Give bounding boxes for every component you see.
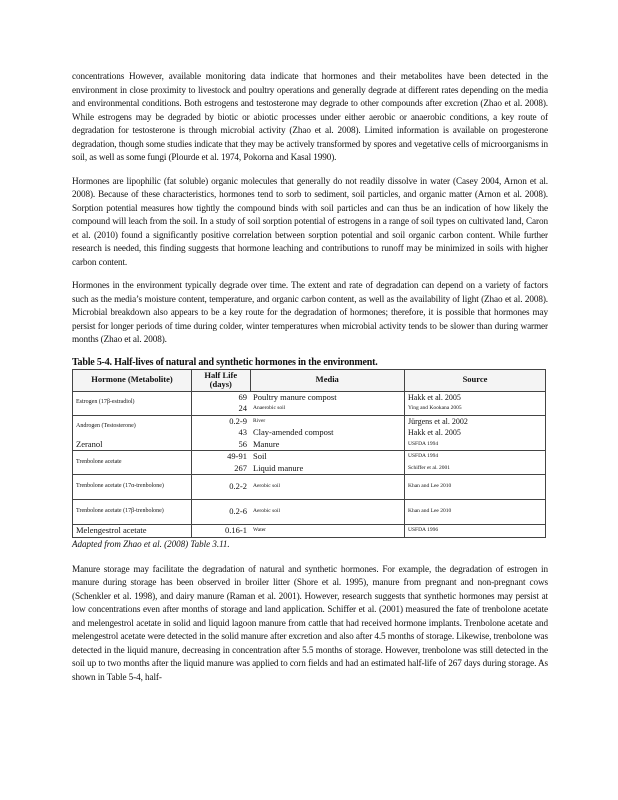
source-cell: Khan and Lee 2010 [405, 500, 546, 525]
media-cell: Clay-amended compost [253, 427, 334, 437]
hormone-cell: Zeranol [76, 438, 103, 449]
media-cell: Aerobic soil [250, 500, 405, 525]
halflife-cell: 0.2-9 [192, 415, 251, 427]
halflife-cell: 43 [192, 427, 251, 439]
media-cell: Aerobic soil [250, 475, 405, 500]
paragraph-manure-storage: Manure storage may facilitate the degradation of natural and synthetic hormones. For example, the degradation of estrogen in manure during storage has been observed in broiler litter (Shore et al. 1995), manure from pregnant and non-pregnant cows (Schenkler et al. 1998), and dairy manure (Raman et al. 2001). However, research suggests that synthetic hormones may persist at low concentrations even after months of storage and land application. Schiffer et al. (2001) measured the fate of trenbolone acetate and melengestrol acetate in solid and liquid lagoon manure from cattle that had received hormone implants. Trenbolone acetate and melengestrol acetate were detected in the solid manure after excretion and also after 4.5 months of storage. Likewise, trenbolone was detected in the liquid manure, decreasing in concentration after 5.5 months of storage. However, trenbolone was still detected in the soil up to two months after the liquid manure was applied to corn fields and had an estimated half-life of 267 days during storage. As shown in Table 5-4, half- [72, 563, 549, 682]
half-lives-table [72, 369, 546, 538]
table-row [73, 451, 546, 463]
header-source: Source [405, 369, 546, 391]
hormone-cell: Melengestrol acetate [73, 525, 192, 538]
source-cell: Khan and Lee 2010 [405, 475, 546, 500]
halflife-cell: 56 [192, 439, 251, 451]
media-cell: River [250, 415, 405, 427]
table-row [73, 415, 546, 427]
source-cell: USFDA 1994 [405, 451, 546, 463]
source-cell: USFDA 1996 [405, 525, 546, 538]
halflife-cell: 49-91 [192, 451, 251, 463]
source-cell: Hakk et al. 2005 [405, 427, 546, 439]
table-row [73, 475, 546, 500]
source-cell: Jürgens et al. 2002 [405, 415, 546, 427]
media-cell: Liquid manure [253, 462, 304, 473]
table-source-note: Adapted from Zhao et al. (2008) Table 3.11. [72, 538, 230, 549]
document-page [72, 70, 548, 694]
media-cell: Water [250, 525, 405, 538]
table-row [73, 439, 546, 451]
media-cell: Soil [250, 451, 405, 463]
table-row [73, 525, 546, 538]
media-cell: Manure [253, 438, 280, 449]
source-cell: Schiffer et al. 2001 [405, 463, 546, 475]
hormone-cell: Trenbolone acetate (17β-trenbolone) [73, 500, 192, 525]
header-halflife: Half Life (days) [192, 369, 251, 391]
hormone-cell: Androgen (Testosterone) [73, 415, 192, 439]
table-row [73, 391, 546, 403]
halflife-cell: 0.16-1 [192, 525, 251, 538]
header-media: Media [250, 369, 405, 391]
hormone-cell: Trenbolone acetate [73, 451, 192, 475]
paragraph-hormone-degradation: concentrations However, available monitoring data indicate that hormones and their metabolites have been detected in the environment in close proximity to livestock and poultry operations and generally degrade at different rates depending on the media and environmental conditions. Both estrogens and testosterone may degrade to other compounds after excretion (Zhao et al. 2008). While estrogens may be degraded by biotic or abiotic processes under either aerobic or anaerobic conditions, a key route of degradation for testosterone is through microbial activity (Zhao et al. 2008). Limited information is available on progesterone degradation, though some studies indicate that they may be actively transformed by spores and vegetative cells of microorganisms in soil, as well as some fungi (Plourde et al. 1974, Pokorna and Kasal 1990). [72, 71, 548, 162]
source-cell: Ying and Kookana 2005 [405, 403, 546, 415]
table-row [73, 500, 546, 525]
media-cell: Anaerobic soil [253, 405, 286, 411]
hormone-cell: Estrogen (17β-estradiol) [73, 391, 192, 415]
halflife-cell: 69 [192, 391, 251, 403]
halflife-cell: 0.2-2 [192, 475, 251, 500]
header-hormone: Hormone (Metabolite) [73, 369, 192, 391]
source-cell: Hakk et al. 2005 [405, 391, 546, 403]
halflife-cell: 24 [192, 403, 251, 415]
table-caption: Table 5-4. Half-lives of natural and synthetic hormones in the environment. [72, 356, 378, 368]
hormone-cell: Trenbolone acetate (17α-trenbolone) [73, 475, 192, 500]
halflife-cell: 267 [192, 463, 251, 475]
paragraph-hormone-sorption: Hormones are lipophilic (fat soluble) organic molecules that generally do not readily dissolve in water (Casey 2004, Arnon et al. 2008). Because of these characteristics, hormones tend to sorb to sediment, soil particles, and organic matter (Arnon et al. 2008). Sorption potential measures how tightly the compound binds with soil particles and can thus be an indication of how likely the compound will leach from the soil. In a study of soil sorption potential of estrogens in a range of soil types on cultivated land, Caron et al. (2010) found a significantly positive correlation between sorption potential and soil organic carbon content. While further research is needed, this finding suggests that hormone leaching and contributions to runoff may be minimized in soils with higher carbon content. [72, 175, 548, 267]
paragraph-degradation-factors: Hormones in the environment typically degrade over time. The extent and rate of degradation can depend on a variety of factors such as the media’s moisture content, temperature, and organic carbon content, as well as the availability of light (Zhao et al. 2008). Microbial breakdown also appears to be a key route for the degradation of hormones; therefore, it is possible that hormones may persist for longer periods of time during colder, winter temperatures when microbial activity tends to be slower than during warmer months (Zhao et al. 2008). [72, 280, 548, 344]
source-cell: USFDA 1994 [405, 439, 546, 451]
halflife-cell: 0.2-6 [192, 500, 251, 525]
media-cell: Poultry manure compost [250, 391, 405, 403]
